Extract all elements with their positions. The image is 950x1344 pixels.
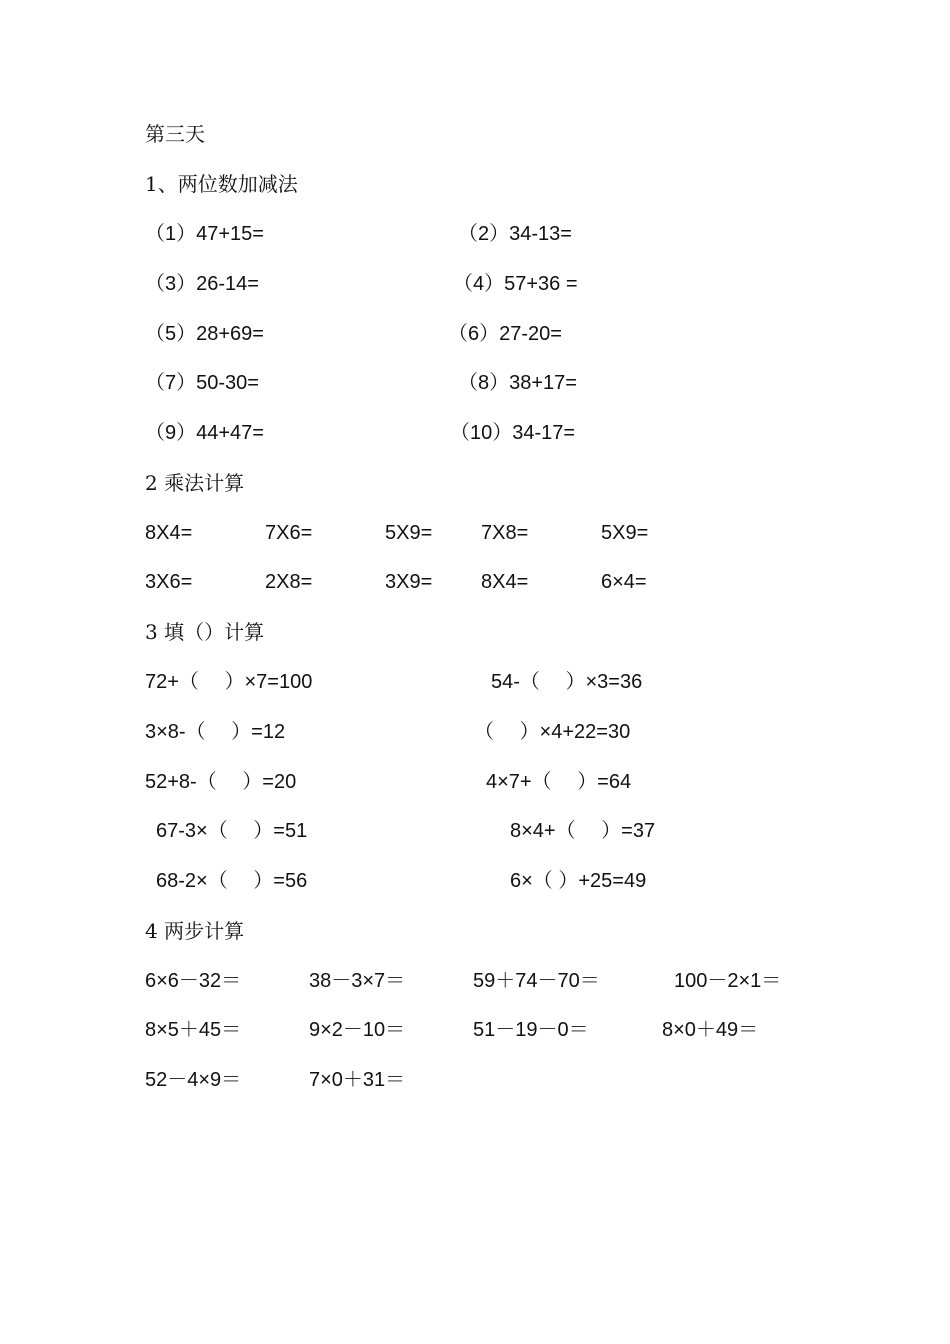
problem: 8×4+（ ）=37 bbox=[510, 820, 656, 842]
problem: （2）34-13= bbox=[458, 223, 572, 245]
problem: （7）50-30= bbox=[145, 372, 259, 394]
section-4-heading: 4 两步计算 bbox=[145, 919, 245, 943]
problem: 8×5＋45＝ bbox=[145, 1019, 242, 1041]
page-title: 第三天 bbox=[145, 122, 205, 146]
problem: 7×0＋31＝ bbox=[309, 1069, 406, 1091]
problem: 68-2×（ ）=56 bbox=[156, 870, 308, 892]
problem: 9×2－10＝ bbox=[309, 1019, 406, 1041]
problem: （1）47+15= bbox=[145, 223, 264, 245]
problem: （ ）×4+22=30 bbox=[474, 721, 631, 743]
problem: 5X9= bbox=[601, 522, 649, 544]
problem: 7X6= bbox=[265, 522, 313, 544]
problem: 38－3×7＝ bbox=[309, 970, 406, 992]
problem: 6×6－32＝ bbox=[145, 970, 242, 992]
problem: 100－2×1＝ bbox=[674, 970, 782, 992]
problem: 2X8= bbox=[265, 571, 313, 593]
problem: 54-（ ）×3=36 bbox=[491, 671, 643, 693]
problem: 51－19－0＝ bbox=[473, 1019, 589, 1041]
problem: 67-3×（ ）=51 bbox=[156, 820, 308, 842]
problem: 72+（ ）×7=100 bbox=[145, 671, 313, 693]
problem: 7X8= bbox=[481, 522, 529, 544]
problem: （9）44+47= bbox=[145, 422, 264, 444]
section-2-heading: 2 乘法计算 bbox=[145, 471, 245, 495]
problem: 3X9= bbox=[385, 571, 433, 593]
problem: 8X4= bbox=[481, 571, 529, 593]
problem: （5）28+69= bbox=[145, 323, 264, 345]
section-3-heading: 3 填（）计算 bbox=[145, 620, 265, 644]
problem: （4）57+36 = bbox=[453, 273, 578, 295]
problem: 52+8-（ ）=20 bbox=[145, 771, 297, 793]
problem: （6）27-20= bbox=[448, 323, 562, 345]
problem: （10）34-17= bbox=[450, 422, 576, 444]
problem: 8×0＋49＝ bbox=[662, 1019, 759, 1041]
problem: 5X9= bbox=[385, 522, 433, 544]
problem: 52－4×9＝ bbox=[145, 1069, 242, 1091]
problem: 59＋74－70＝ bbox=[473, 970, 600, 992]
problem: 4×7+（ ）=64 bbox=[486, 771, 632, 793]
problem: （3）26-14= bbox=[145, 273, 259, 295]
problem: （8）38+17= bbox=[458, 372, 577, 394]
problem: 3X6= bbox=[145, 571, 193, 593]
problem: 6×4= bbox=[601, 571, 647, 593]
problem: 6×（ ）+25=49 bbox=[510, 870, 647, 892]
section-1-heading: 1、两位数加减法 bbox=[145, 172, 298, 196]
problem: 8X4= bbox=[145, 522, 193, 544]
problem: 3×8-（ ）=12 bbox=[145, 721, 286, 743]
